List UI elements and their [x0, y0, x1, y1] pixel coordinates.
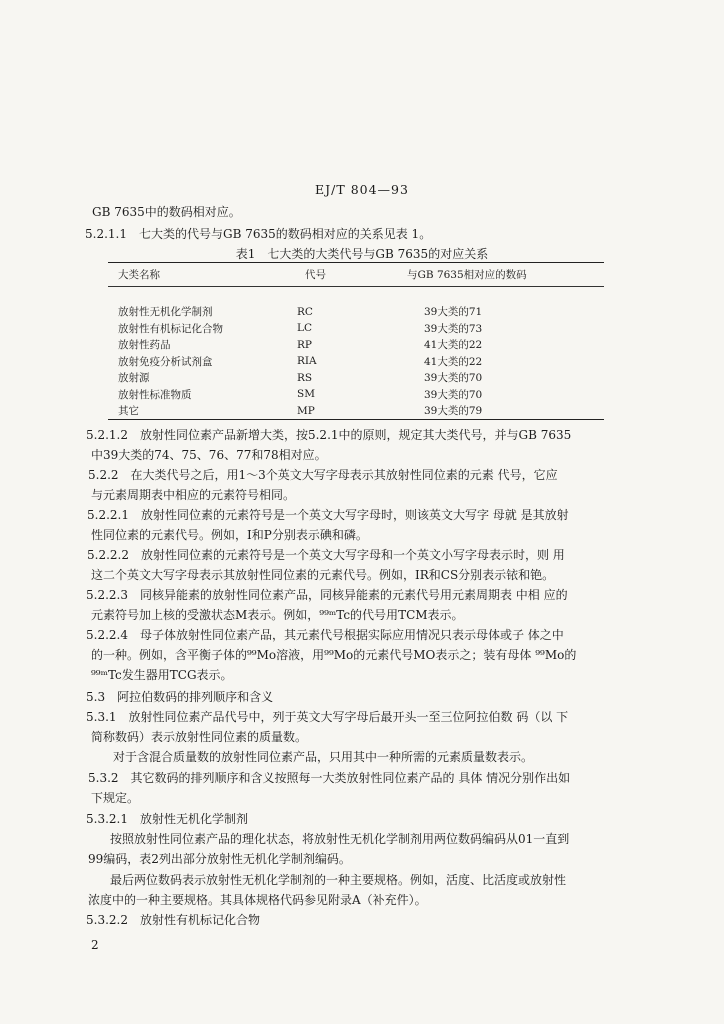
text-line: 5.2.2.4 母子体放射性同位素产品，其元素代号根据实际应用情况只表示母体或子 体之中 [86, 628, 564, 642]
text-line: 5.2.1.2 放射性同位素产品新增大类，按5.2.1中的原则，规定其大类代号，并与GB 7635 [86, 428, 572, 442]
table-cell: 放射免疫分析试剂盒 [118, 355, 213, 368]
text-line: 最后两位数码表示放射性无机化学制剂的一种主要规格。例如，活度、比活度或放射性 [110, 873, 567, 887]
text-line: 5.2.2 在大类代号之后，用1～3个英文大写字母表示其放射性同位素的元素 代号，它应 [88, 468, 558, 482]
table-cell: 其它 [108, 403, 297, 420]
column-header: 大类名称 [108, 263, 297, 287]
table-cell: 39大类的70 [424, 388, 483, 401]
text-line: 5.2.2.2 放射性同位素的元素符号是一个英文大写字母和一个英文小写字母表示时，则 用 [87, 548, 565, 562]
text-line: 元素符号加上核的受激状态M表示。例如，⁹⁹ᵐTc的代号用TCM表示。 [91, 608, 464, 622]
table-row [108, 353, 604, 370]
table-row [108, 337, 604, 354]
text-line: 性同位素的元素代号。例如，I和P分别表示碘和磷。 [91, 528, 368, 542]
text-line: 5.2.1.1 七大类的代号与GB 7635的数码相对应的关系见表 1。 [85, 227, 432, 241]
table-cell: 39大类的70 [424, 372, 483, 385]
text-line: 中39大类的74、75、76、77和78相对应。 [91, 448, 327, 462]
page-number: 2 [91, 938, 99, 952]
text-line: 5.3.1 放射性同位素产品代号中，列于英文大写字母后最开头一至三位阿拉伯数 码（以 下 [86, 710, 569, 724]
table-cell: 放射性标准物质 [118, 388, 192, 401]
table-cell: 39大类的79 [406, 403, 604, 420]
column-header: 与GB 7635相对应的数码 [406, 263, 604, 287]
table-row [108, 386, 604, 403]
code-table [108, 262, 604, 420]
table-cell: 41大类的22 [424, 339, 483, 352]
table-cell: MP [297, 403, 406, 420]
table-row [108, 370, 604, 387]
table-cell: 放射性无机化学制剂 [118, 306, 213, 319]
text-line: 5.2.2.1 放射性同位素的元素符号是一个英文大写字母时，则该英文大写字 母就 是其放射 [87, 508, 569, 522]
table-cell: 41大类的22 [424, 355, 483, 368]
table-cell: RS [297, 371, 313, 384]
table-cell: RIA [297, 355, 317, 368]
table-cell: 放射性有机标记化合物 [118, 322, 223, 335]
table-header-row [108, 263, 604, 287]
text-line: 这二个英文大写字母表示其放射性同位素的元素代号。例如，IR和CS分别表示铱和铯。 [91, 568, 555, 582]
text-line: 5.3.2 其它数码的排列顺序和含义按照每一大类放射性同位素产品的 具体 情况分别作出如 [88, 771, 571, 785]
section-heading: 5.3.2.1 放射性无机化学制剂 [86, 812, 248, 826]
table-cell: RC [297, 305, 313, 318]
table-cell: 放射性药品 [118, 339, 171, 352]
text-line: 99编码，表2列出部分放射性无机化学制剂编码。 [88, 852, 351, 866]
text-line: 对于含混合质量数的放射性同位素产品，只用其中一种所需的元素质量数表示。 [113, 750, 534, 764]
table-cell: LC [297, 322, 313, 335]
text-line: 下规定。 [91, 791, 140, 805]
table-row [108, 304, 604, 321]
text-line: GB 7635中的数码相对应。 [92, 205, 241, 219]
text-line: 按照放射性同位素产品的理化状态，将放射性无机化学制剂用两位数码编码从01一直到 [110, 832, 570, 846]
table-row [108, 403, 604, 420]
table-cell: 放射源 [118, 372, 150, 385]
table-cell: RP [297, 338, 312, 351]
text-line: 与元素周期表中相应的元素符号相同。 [91, 488, 296, 502]
section-heading: 5.3.2.2 放射性有机标记化合物 [86, 913, 260, 927]
page-header: EJ/T 804—93 [315, 182, 409, 197]
column-header: 代号 [297, 263, 406, 287]
text-line: ⁹⁹ᵐTc发生器用TCG表示。 [91, 668, 233, 682]
text-line: 浓度中的一种主要规格。其具体规格代码参见附录A（补充件）。 [88, 893, 427, 907]
text-line: 简称数码）表示放射性同位素的质量数。 [91, 730, 308, 744]
table-cell: 39大类的73 [424, 322, 483, 335]
text-line: 5.2.2.3 同核异能素的放射性同位素产品，同核异能素的元素代号用元素周期表 中相 应的 [86, 588, 568, 602]
table-row [108, 320, 604, 337]
section-heading: 5.3 阿拉伯数码的排列顺序和含义 [86, 690, 274, 704]
table-cell: SM [297, 388, 315, 401]
table-cell: 39大类的71 [424, 306, 483, 319]
table-caption: 表1 七大类的大类代号与GB 7635的对应关系 [235, 247, 489, 261]
text-line: 的一种。例如，含平衡子体的⁹⁹Mo溶液，用⁹⁹Mo的元素代号MO表示之；装有母体 ⁹⁹Mo的 [91, 648, 577, 662]
